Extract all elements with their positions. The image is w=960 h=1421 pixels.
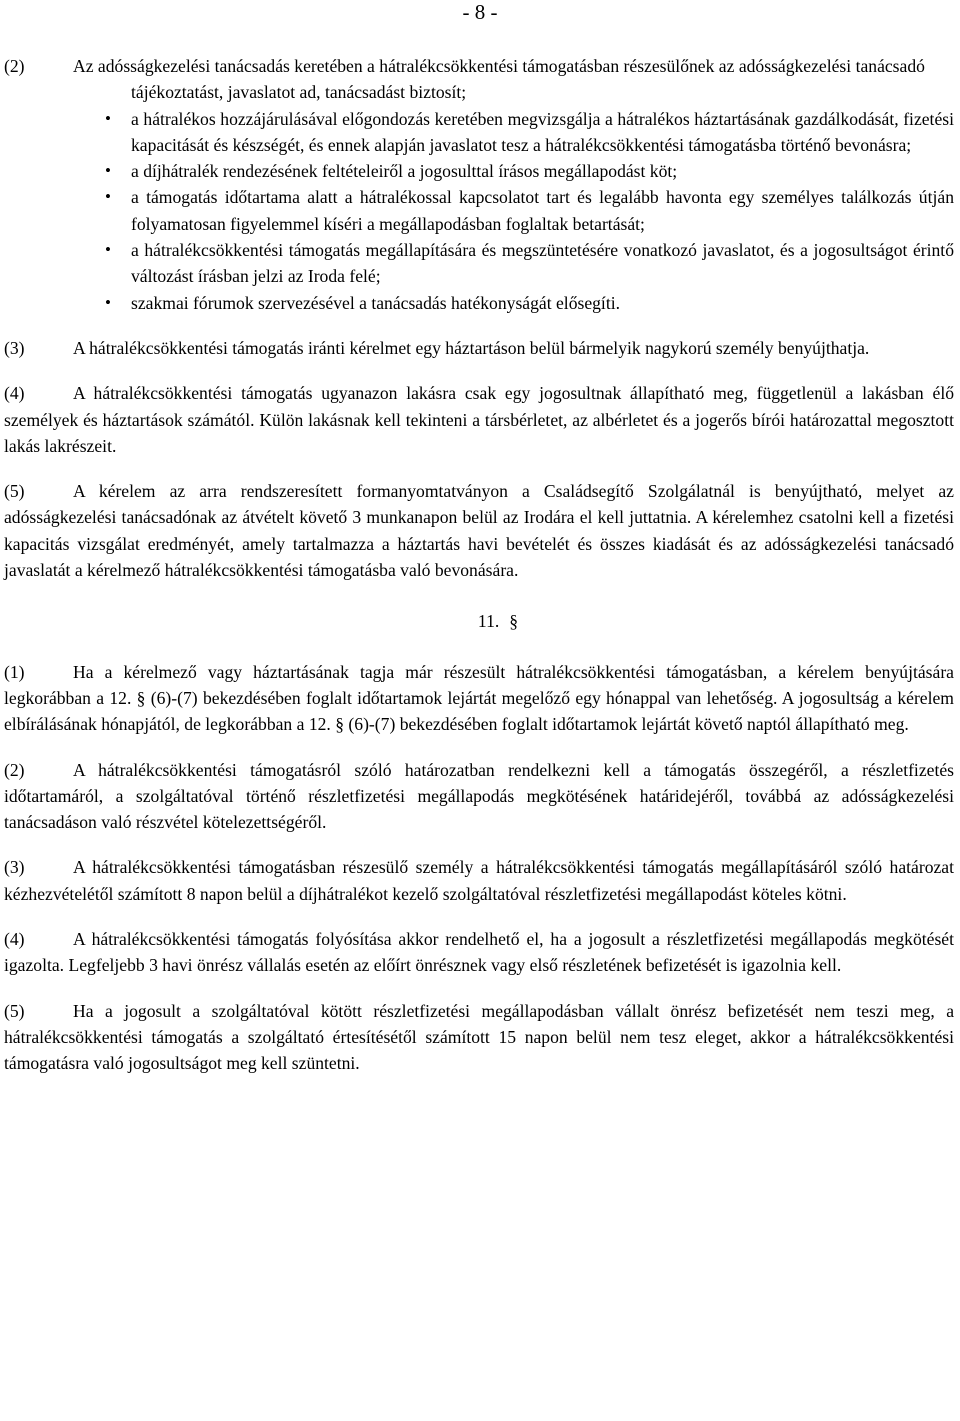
paragraph-text: Az adósságkezelési tanácsadás keretében a hátralékcsökkentési támogatásban részesülőnek az adósságkezelési tanácsadó: [73, 56, 925, 76]
bullet-list: [4, 79, 954, 316]
list-item-text: a hátralékos hozzájárulásával előgondozás keretében megvizsgálja a hátralékos háztartásának gazdálkodását, fizetési kapacitását és készségét, és ennek alapján javaslatot tesz a hátralékcsökkentési támogatásba történő bevonásra;: [131, 108, 954, 155]
section-paragraph-1: [4, 659, 954, 738]
paragraph-5: [4, 478, 954, 583]
document-body: [4, 53, 954, 1096]
paragraph-text: A hátralékcsökkentési támogatás iránti kérelmet egy háztartáson belül bármelyik nagykorú személy benyújthatja.: [73, 337, 870, 358]
paragraph-number: (4): [4, 383, 25, 404]
section-paragraph-4: [4, 926, 954, 979]
paragraph-number: (3): [4, 337, 25, 358]
section-paragraph-5: [4, 998, 954, 1077]
section-paragraph-2: [4, 757, 954, 836]
list-item: [4, 106, 954, 159]
list-item-text: szakmai fórumok szervezésével a tanácsadás hatékonyságát elősegíti.: [131, 292, 620, 313]
paragraph-number: (5): [4, 481, 25, 502]
paragraph-number: (1): [4, 661, 25, 682]
bullet-icon: •: [105, 292, 111, 312]
paragraph-2: [4, 53, 954, 79]
page-number: - 8 -: [462, 0, 498, 24]
bullet-icon: •: [105, 240, 111, 260]
paragraph-number: (2): [4, 759, 25, 780]
list-item-text: a támogatás időtartama alatt a hátralékossal kapcsolatot tart és legalább havonta egy személyes találkozás útján folyamatosan figyelemmel kíséri a megállapodásban foglaltak betartását;: [131, 187, 954, 234]
section-paragraph-3: [4, 854, 954, 907]
bullet-icon: •: [105, 108, 111, 128]
paragraph-text: A hátralékcsökkentési támogatásban részesülő személy a hátralékcsökkentési támogatás megállapításáról szóló határozat kézhezvételétől számított 8 napon belül a díjhátralékot kezelő szolgáltatóval részletfizetési megállapodást köteles kötni.: [4, 857, 954, 904]
paragraph-text: A hátralékcsökkentési támogatás ugyanazon lakásra csak egy jogosultnak állapítható meg, függetlenül a lakásban élő személyek és háztartások számától. Külön lakásnak kell tekinteni a társbérletet, az albérletet és a jogerős bírói határozattal megosztott lakás lakrészeit.: [4, 383, 954, 456]
list-item: [4, 158, 954, 184]
list-item-text: a díjhátralék rendezésének feltételeiről a jogosulttal írásos megállapodást köt;: [131, 161, 678, 182]
paragraph-number: (2): [4, 56, 25, 76]
list-lead-text: tájékoztatást, javaslatot ad, tanácsadást biztosít;: [131, 82, 467, 103]
paragraph-text: Ha a kérelmező vagy háztartásának tagja már részesült hátralékcsökkentési támogatásban, a kérelem benyújtására legkorábban a 12. § (6)-(7) bekezdésében foglalt időtartamok lejártát megelőző egy hónappal van lehetőség. A jogosultság a kérelem elbírálásának hónapjától, de legkorábban a 12. § (6)-(7) bekezdésében foglalt időtartamok lejártát követő naptól állapítható meg.: [4, 661, 954, 735]
bullet-icon: •: [105, 161, 111, 181]
paragraph-text: A hátralékcsökkentési támogatás folyósítása akkor rendelhető el, ha a jogosult a részletfizetési megállapodás megkötését igazolta. Legfeljebb 3 havi önrész vállalás esetén az előírt önrésznek vagy első részletének befizetését is igazolnia kell.: [4, 929, 954, 976]
paragraph-4: [4, 380, 954, 459]
paragraph-text: A kérelem az arra rendszeresített formanyomtatványon a Családsegítő Szolgálatnál is benyújtható, melyet az adósságkezelési tanácsadónak az átvételt követő 3 munkanapon belül az Irodára el kell juttatnia. A kérelemhez csatolni kell a fizetési kapacitás vizsgálat eredményét, amely tartalmazza a háztartás havi bevételét és összes kiadását és az adósságkezelési tanácsadó javaslatát a kérelmező hátralékcsökkentési támogatásba való bevonására.: [4, 481, 954, 581]
paragraph-number: (4): [4, 929, 25, 950]
section-symbol: §: [509, 611, 519, 632]
list-item: [4, 290, 954, 316]
section-number: 11.: [477, 611, 500, 632]
paragraph-text: A hátralékcsökkentési támogatásról szóló határozatban rendelkezni kell a támogatás összegéről, a részletfizetés időtartamáról, a szolgáltatóval történő részletfizetési megállapodás megkötésének határidejéről, továbbá az adósságkezelési tanácsadáson való részvétel kötelezettségéről.: [4, 759, 954, 833]
paragraph-3: [4, 335, 954, 361]
list-item: [4, 184, 954, 237]
paragraph-number: (3): [4, 857, 25, 878]
list-item-text: a hátralékcsökkentési támogatás megállapítására és megszüntetésére vonatkozó javaslatot, és a jogosultságot érintő változást írásban jelzi az Iroda felé;: [131, 240, 954, 287]
bullet-icon: •: [105, 187, 111, 207]
section-heading: [4, 608, 954, 634]
paragraph-text: Ha a jogosult a szolgáltatóval kötött részletfizetési megállapodásban vállalt önrész befizetését nem teszi meg, a hátralékcsökkentési támogatás a szolgáltató értesítésétől számított 15 napon belül nem tesz eleget, akkor a hátralékcsökkentési támogatásra való jogosultságot meg kell szüntetni.: [4, 1000, 954, 1074]
paragraph-number: (5): [4, 1000, 25, 1021]
list-lead: [4, 79, 954, 105]
list-item: [4, 237, 954, 290]
